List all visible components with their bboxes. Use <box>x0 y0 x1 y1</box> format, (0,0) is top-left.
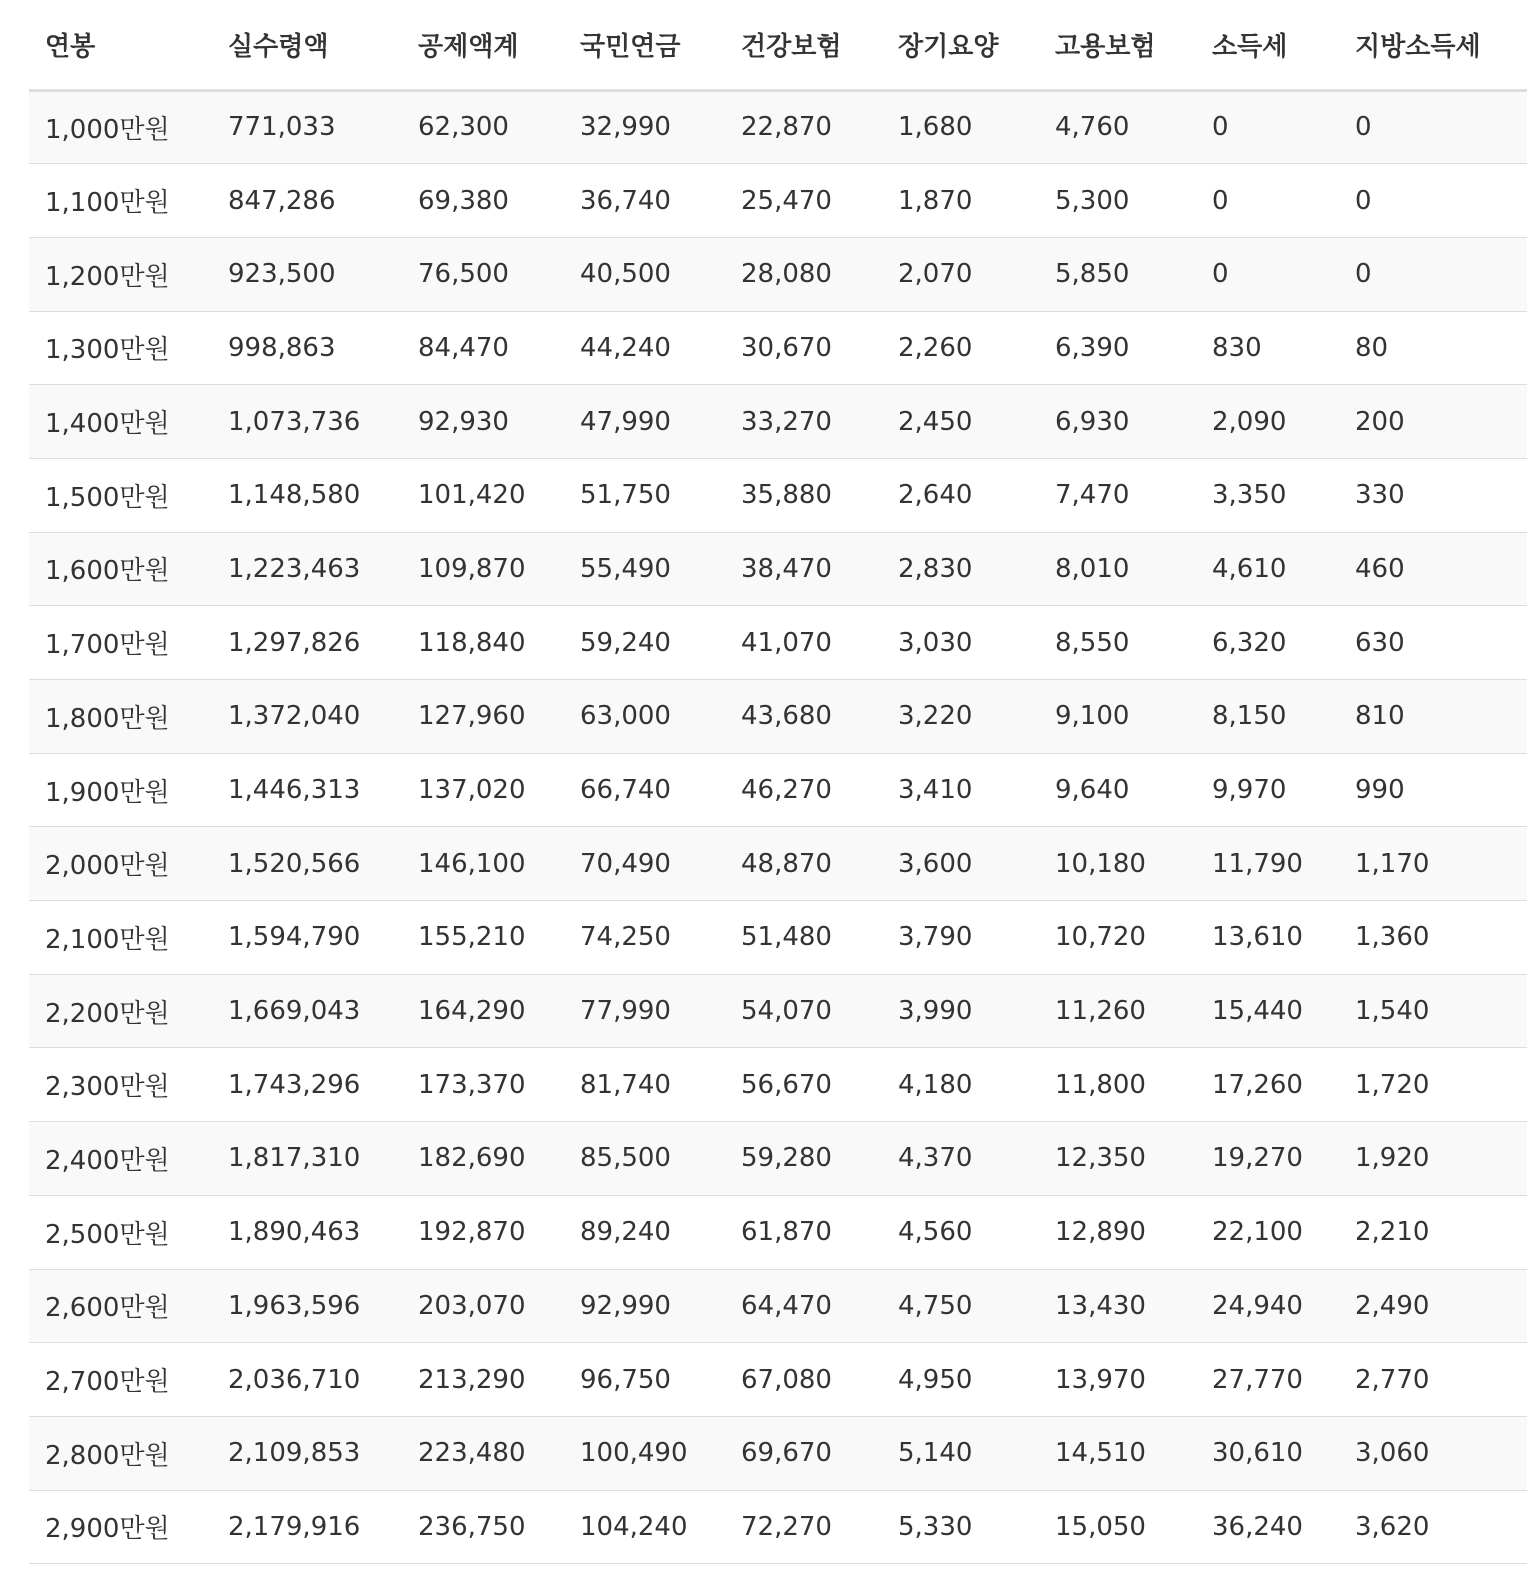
table-row <box>29 1195 1527 1269</box>
cell-employment-insurance: 11,260 <box>1039 974 1196 1048</box>
cell-long-term-care: 4,180 <box>882 1048 1039 1122</box>
cell-national-pension: 70,490 <box>564 827 725 901</box>
cell-net-pay: 1,446,313 <box>212 753 402 827</box>
cell-total-deduction: 118,840 <box>402 606 564 680</box>
cell-local-income-tax: 3,060 <box>1339 1416 1527 1490</box>
table-row <box>29 1416 1527 1490</box>
header-local-income-tax: 지방소득세 <box>1339 0 1527 90</box>
cell-annual-salary: 2,600만원 <box>29 1269 212 1343</box>
cell-national-pension: 66,740 <box>564 753 725 827</box>
cell-health-insurance: 69,670 <box>725 1416 882 1490</box>
cell-employment-insurance: 13,970 <box>1039 1343 1196 1417</box>
cell-income-tax: 830 <box>1196 311 1339 385</box>
cell-health-insurance: 59,280 <box>725 1122 882 1196</box>
cell-annual-salary: 2,700만원 <box>29 1343 212 1417</box>
cell-total-deduction: 155,210 <box>402 901 564 975</box>
table-row <box>29 680 1527 754</box>
header-annual-salary: 연봉 <box>29 0 212 90</box>
cell-annual-salary: 2,800만원 <box>29 1416 212 1490</box>
cell-annual-salary: 2,200만원 <box>29 974 212 1048</box>
cell-national-pension: 100,490 <box>564 1416 725 1490</box>
table-row <box>29 237 1527 311</box>
table-row <box>29 827 1527 901</box>
cell-local-income-tax: 80 <box>1339 311 1527 385</box>
cell-health-insurance: 64,470 <box>725 1269 882 1343</box>
cell-net-pay: 771,033 <box>212 90 402 164</box>
cell-total-deduction: 146,100 <box>402 827 564 901</box>
cell-national-pension: 89,240 <box>564 1195 725 1269</box>
table-row <box>29 1343 1527 1417</box>
cell-total-deduction: 192,870 <box>402 1195 564 1269</box>
cell-national-pension: 85,500 <box>564 1122 725 1196</box>
cell-net-pay: 1,297,826 <box>212 606 402 680</box>
cell-local-income-tax: 3,620 <box>1339 1490 1527 1564</box>
cell-total-deduction: 236,750 <box>402 1490 564 1564</box>
cell-net-pay: 847,286 <box>212 164 402 238</box>
header-employment-insurance: 고용보험 <box>1039 0 1196 90</box>
cell-income-tax: 0 <box>1196 237 1339 311</box>
cell-long-term-care: 2,070 <box>882 237 1039 311</box>
table-row <box>29 901 1527 975</box>
cell-health-insurance: 28,080 <box>725 237 882 311</box>
cell-long-term-care: 3,220 <box>882 680 1039 754</box>
table-body <box>29 90 1527 1564</box>
cell-employment-insurance: 10,720 <box>1039 901 1196 975</box>
cell-income-tax: 15,440 <box>1196 974 1339 1048</box>
cell-long-term-care: 4,370 <box>882 1122 1039 1196</box>
cell-national-pension: 96,750 <box>564 1343 725 1417</box>
cell-health-insurance: 43,680 <box>725 680 882 754</box>
cell-employment-insurance: 12,350 <box>1039 1122 1196 1196</box>
cell-health-insurance: 51,480 <box>725 901 882 975</box>
table-row <box>29 606 1527 680</box>
cell-long-term-care: 2,260 <box>882 311 1039 385</box>
cell-total-deduction: 164,290 <box>402 974 564 1048</box>
table-row <box>29 1490 1527 1564</box>
cell-employment-insurance: 14,510 <box>1039 1416 1196 1490</box>
cell-national-pension: 36,740 <box>564 164 725 238</box>
cell-health-insurance: 48,870 <box>725 827 882 901</box>
cell-national-pension: 81,740 <box>564 1048 725 1122</box>
cell-net-pay: 1,890,463 <box>212 1195 402 1269</box>
cell-local-income-tax: 630 <box>1339 606 1527 680</box>
cell-annual-salary: 1,300만원 <box>29 311 212 385</box>
cell-local-income-tax: 1,920 <box>1339 1122 1527 1196</box>
cell-annual-salary: 1,400만원 <box>29 385 212 459</box>
cell-long-term-care: 1,680 <box>882 90 1039 164</box>
header-health-insurance: 건강보험 <box>725 0 882 90</box>
cell-employment-insurance: 9,100 <box>1039 680 1196 754</box>
cell-local-income-tax: 460 <box>1339 532 1527 606</box>
cell-long-term-care: 4,950 <box>882 1343 1039 1417</box>
cell-net-pay: 1,743,296 <box>212 1048 402 1122</box>
cell-health-insurance: 35,880 <box>725 458 882 532</box>
cell-local-income-tax: 2,490 <box>1339 1269 1527 1343</box>
cell-employment-insurance: 7,470 <box>1039 458 1196 532</box>
cell-income-tax: 17,260 <box>1196 1048 1339 1122</box>
cell-annual-salary: 2,000만원 <box>29 827 212 901</box>
cell-net-pay: 923,500 <box>212 237 402 311</box>
cell-net-pay: 1,817,310 <box>212 1122 402 1196</box>
cell-income-tax: 9,970 <box>1196 753 1339 827</box>
cell-long-term-care: 3,600 <box>882 827 1039 901</box>
cell-national-pension: 63,000 <box>564 680 725 754</box>
cell-long-term-care: 3,030 <box>882 606 1039 680</box>
cell-long-term-care: 1,870 <box>882 164 1039 238</box>
cell-employment-insurance: 11,800 <box>1039 1048 1196 1122</box>
cell-health-insurance: 72,270 <box>725 1490 882 1564</box>
cell-long-term-care: 2,830 <box>882 532 1039 606</box>
cell-local-income-tax: 1,360 <box>1339 901 1527 975</box>
table-row <box>29 164 1527 238</box>
cell-total-deduction: 127,960 <box>402 680 564 754</box>
table-header <box>29 0 1527 90</box>
cell-health-insurance: 67,080 <box>725 1343 882 1417</box>
table-row <box>29 753 1527 827</box>
cell-national-pension: 44,240 <box>564 311 725 385</box>
cell-employment-insurance: 6,930 <box>1039 385 1196 459</box>
cell-annual-salary: 2,500만원 <box>29 1195 212 1269</box>
cell-income-tax: 3,350 <box>1196 458 1339 532</box>
table-row <box>29 1122 1527 1196</box>
cell-long-term-care: 2,640 <box>882 458 1039 532</box>
cell-local-income-tax: 2,770 <box>1339 1343 1527 1417</box>
cell-total-deduction: 213,290 <box>402 1343 564 1417</box>
cell-national-pension: 51,750 <box>564 458 725 532</box>
cell-total-deduction: 109,870 <box>402 532 564 606</box>
cell-health-insurance: 30,670 <box>725 311 882 385</box>
cell-annual-salary: 1,700만원 <box>29 606 212 680</box>
cell-long-term-care: 2,450 <box>882 385 1039 459</box>
cell-local-income-tax: 330 <box>1339 458 1527 532</box>
table-row <box>29 1048 1527 1122</box>
cell-annual-salary: 1,500만원 <box>29 458 212 532</box>
cell-net-pay: 1,669,043 <box>212 974 402 1048</box>
cell-national-pension: 32,990 <box>564 90 725 164</box>
header-income-tax: 소득세 <box>1196 0 1339 90</box>
cell-net-pay: 2,036,710 <box>212 1343 402 1417</box>
cell-net-pay: 1,148,580 <box>212 458 402 532</box>
cell-net-pay: 1,963,596 <box>212 1269 402 1343</box>
cell-health-insurance: 22,870 <box>725 90 882 164</box>
salary-table <box>29 0 1527 1564</box>
cell-total-deduction: 223,480 <box>402 1416 564 1490</box>
cell-employment-insurance: 4,760 <box>1039 90 1196 164</box>
cell-income-tax: 13,610 <box>1196 901 1339 975</box>
cell-national-pension: 59,240 <box>564 606 725 680</box>
cell-national-pension: 92,990 <box>564 1269 725 1343</box>
cell-total-deduction: 101,420 <box>402 458 564 532</box>
cell-annual-salary: 1,200만원 <box>29 237 212 311</box>
cell-annual-salary: 2,100만원 <box>29 901 212 975</box>
cell-employment-insurance: 13,430 <box>1039 1269 1196 1343</box>
cell-income-tax: 11,790 <box>1196 827 1339 901</box>
table-row <box>29 974 1527 1048</box>
cell-local-income-tax: 0 <box>1339 237 1527 311</box>
cell-employment-insurance: 5,850 <box>1039 237 1196 311</box>
cell-national-pension: 104,240 <box>564 1490 725 1564</box>
cell-national-pension: 55,490 <box>564 532 725 606</box>
cell-long-term-care: 4,560 <box>882 1195 1039 1269</box>
cell-annual-salary: 2,900만원 <box>29 1490 212 1564</box>
cell-annual-salary: 1,900만원 <box>29 753 212 827</box>
cell-local-income-tax: 990 <box>1339 753 1527 827</box>
cell-annual-salary: 1,600만원 <box>29 532 212 606</box>
cell-employment-insurance: 8,550 <box>1039 606 1196 680</box>
cell-net-pay: 1,594,790 <box>212 901 402 975</box>
table-row <box>29 385 1527 459</box>
cell-national-pension: 77,990 <box>564 974 725 1048</box>
header-national-pension: 국민연금 <box>564 0 725 90</box>
cell-local-income-tax: 1,170 <box>1339 827 1527 901</box>
cell-long-term-care: 3,410 <box>882 753 1039 827</box>
cell-income-tax: 36,240 <box>1196 1490 1339 1564</box>
cell-employment-insurance: 15,050 <box>1039 1490 1196 1564</box>
cell-total-deduction: 92,930 <box>402 385 564 459</box>
cell-long-term-care: 5,330 <box>882 1490 1039 1564</box>
cell-annual-salary: 1,800만원 <box>29 680 212 754</box>
cell-health-insurance: 54,070 <box>725 974 882 1048</box>
cell-local-income-tax: 2,210 <box>1339 1195 1527 1269</box>
header-long-term-care: 장기요양 <box>882 0 1039 90</box>
cell-income-tax: 0 <box>1196 164 1339 238</box>
cell-income-tax: 19,270 <box>1196 1122 1339 1196</box>
cell-national-pension: 74,250 <box>564 901 725 975</box>
cell-income-tax: 24,940 <box>1196 1269 1339 1343</box>
cell-employment-insurance: 8,010 <box>1039 532 1196 606</box>
cell-total-deduction: 182,690 <box>402 1122 564 1196</box>
cell-employment-insurance: 6,390 <box>1039 311 1196 385</box>
cell-annual-salary: 1,100만원 <box>29 164 212 238</box>
cell-total-deduction: 62,300 <box>402 90 564 164</box>
cell-local-income-tax: 1,540 <box>1339 974 1527 1048</box>
cell-net-pay: 2,179,916 <box>212 1490 402 1564</box>
cell-local-income-tax: 0 <box>1339 90 1527 164</box>
cell-income-tax: 8,150 <box>1196 680 1339 754</box>
table-row <box>29 532 1527 606</box>
cell-employment-insurance: 5,300 <box>1039 164 1196 238</box>
table-row <box>29 90 1527 164</box>
cell-health-insurance: 56,670 <box>725 1048 882 1122</box>
table-row <box>29 311 1527 385</box>
cell-income-tax: 6,320 <box>1196 606 1339 680</box>
cell-total-deduction: 137,020 <box>402 753 564 827</box>
table-row <box>29 1269 1527 1343</box>
cell-health-insurance: 46,270 <box>725 753 882 827</box>
cell-net-pay: 2,109,853 <box>212 1416 402 1490</box>
cell-employment-insurance: 9,640 <box>1039 753 1196 827</box>
cell-health-insurance: 33,270 <box>725 385 882 459</box>
cell-long-term-care: 3,790 <box>882 901 1039 975</box>
cell-annual-salary: 2,300만원 <box>29 1048 212 1122</box>
header-net-pay: 실수령액 <box>212 0 402 90</box>
cell-health-insurance: 38,470 <box>725 532 882 606</box>
cell-health-insurance: 41,070 <box>725 606 882 680</box>
cell-national-pension: 40,500 <box>564 237 725 311</box>
cell-net-pay: 1,073,736 <box>212 385 402 459</box>
cell-net-pay: 998,863 <box>212 311 402 385</box>
cell-health-insurance: 25,470 <box>725 164 882 238</box>
cell-income-tax: 0 <box>1196 90 1339 164</box>
header-row <box>29 0 1527 90</box>
cell-income-tax: 27,770 <box>1196 1343 1339 1417</box>
cell-local-income-tax: 810 <box>1339 680 1527 754</box>
cell-local-income-tax: 200 <box>1339 385 1527 459</box>
cell-employment-insurance: 10,180 <box>1039 827 1196 901</box>
cell-income-tax: 4,610 <box>1196 532 1339 606</box>
cell-total-deduction: 69,380 <box>402 164 564 238</box>
cell-long-term-care: 5,140 <box>882 1416 1039 1490</box>
table-row <box>29 458 1527 532</box>
cell-net-pay: 1,372,040 <box>212 680 402 754</box>
cell-employment-insurance: 12,890 <box>1039 1195 1196 1269</box>
cell-annual-salary: 1,000만원 <box>29 90 212 164</box>
cell-local-income-tax: 0 <box>1339 164 1527 238</box>
cell-income-tax: 2,090 <box>1196 385 1339 459</box>
cell-income-tax: 30,610 <box>1196 1416 1339 1490</box>
cell-long-term-care: 3,990 <box>882 974 1039 1048</box>
cell-national-pension: 47,990 <box>564 385 725 459</box>
cell-net-pay: 1,520,566 <box>212 827 402 901</box>
cell-long-term-care: 4,750 <box>882 1269 1039 1343</box>
cell-health-insurance: 61,870 <box>725 1195 882 1269</box>
cell-local-income-tax: 1,720 <box>1339 1048 1527 1122</box>
cell-annual-salary: 2,400만원 <box>29 1122 212 1196</box>
header-total-deduction: 공제액계 <box>402 0 564 90</box>
cell-total-deduction: 203,070 <box>402 1269 564 1343</box>
cell-net-pay: 1,223,463 <box>212 532 402 606</box>
cell-total-deduction: 173,370 <box>402 1048 564 1122</box>
cell-total-deduction: 84,470 <box>402 311 564 385</box>
salary-table-container <box>29 0 1527 1564</box>
cell-income-tax: 22,100 <box>1196 1195 1339 1269</box>
cell-total-deduction: 76,500 <box>402 237 564 311</box>
